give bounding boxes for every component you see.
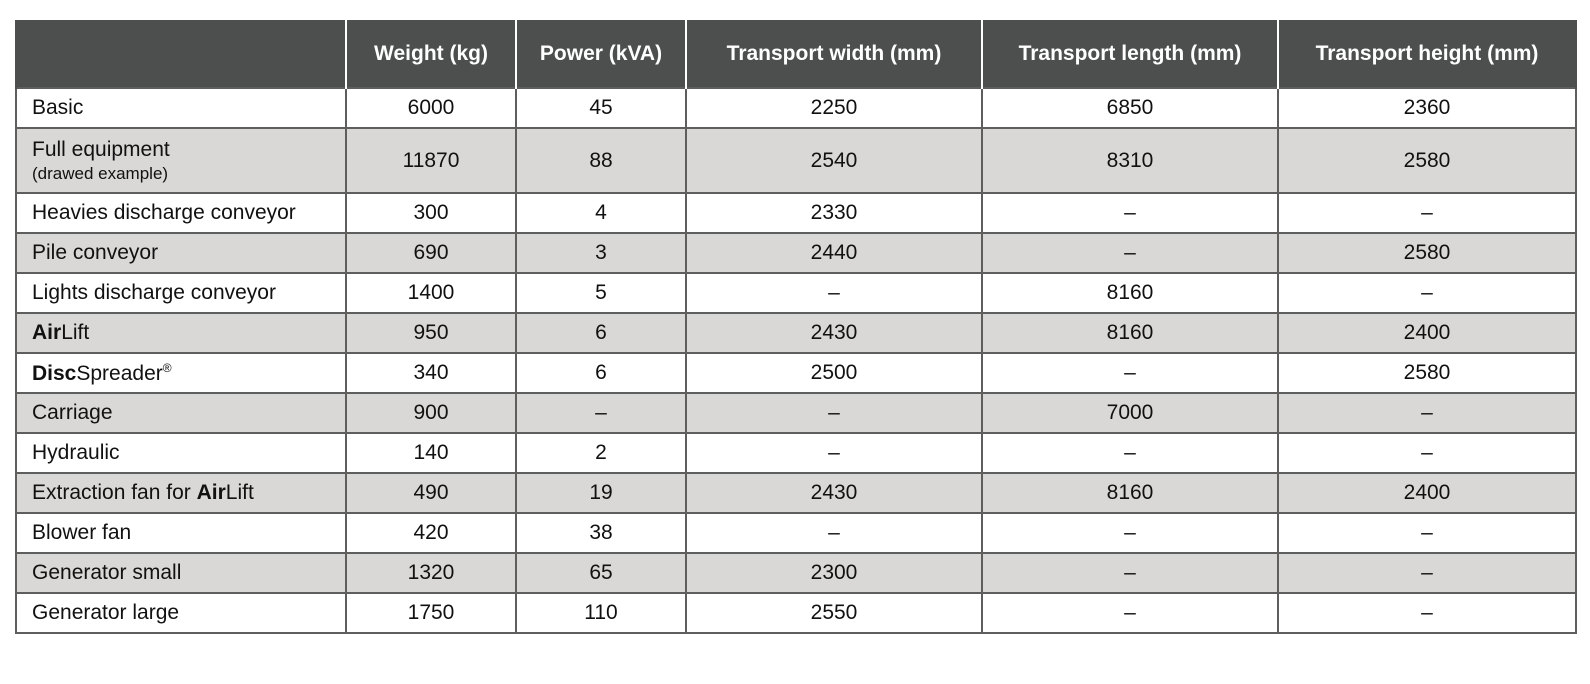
header-weight: Weight (kg) bbox=[346, 20, 516, 88]
cell-power: 3 bbox=[516, 233, 686, 273]
row-name: Carriage bbox=[16, 393, 346, 433]
cell-power: 5 bbox=[516, 273, 686, 313]
cell-height: – bbox=[1278, 553, 1576, 593]
row-name-rest: Lift bbox=[225, 481, 254, 504]
cell-power: 110 bbox=[516, 593, 686, 633]
cell-height: 2580 bbox=[1278, 128, 1576, 193]
row-name: Hydraulic bbox=[16, 433, 346, 473]
cell-height: 2580 bbox=[1278, 353, 1576, 393]
cell-width: – bbox=[686, 513, 982, 553]
cell-length: – bbox=[982, 353, 1278, 393]
cell-width: 2330 bbox=[686, 193, 982, 233]
header-row bbox=[16, 20, 1576, 88]
cell-height: – bbox=[1278, 193, 1576, 233]
cell-length: – bbox=[982, 553, 1278, 593]
cell-width: – bbox=[686, 393, 982, 433]
cell-width: – bbox=[686, 273, 982, 313]
cell-power: 4 bbox=[516, 193, 686, 233]
row-name-rest: Spreader bbox=[76, 361, 163, 385]
cell-width: 2440 bbox=[686, 233, 982, 273]
row-name-bold: Air bbox=[32, 321, 62, 344]
cell-power: 6 bbox=[516, 353, 686, 393]
row-name bbox=[16, 128, 346, 193]
cell-power: 88 bbox=[516, 128, 686, 193]
cell-length: – bbox=[982, 193, 1278, 233]
table-row bbox=[16, 513, 1576, 553]
cell-length: 8160 bbox=[982, 313, 1278, 353]
cell-height: – bbox=[1278, 273, 1576, 313]
cell-weight: 950 bbox=[346, 313, 516, 353]
header-blank bbox=[16, 20, 346, 88]
cell-width: 2430 bbox=[686, 473, 982, 513]
cell-length: 8310 bbox=[982, 128, 1278, 193]
table-row bbox=[16, 233, 1576, 273]
cell-length: 6850 bbox=[982, 88, 1278, 128]
cell-width: 2500 bbox=[686, 353, 982, 393]
cell-power: 6 bbox=[516, 313, 686, 353]
cell-weight: 140 bbox=[346, 433, 516, 473]
cell-weight: 420 bbox=[346, 513, 516, 553]
cell-length: 8160 bbox=[982, 273, 1278, 313]
cell-weight: 340 bbox=[346, 353, 516, 393]
cell-power: 19 bbox=[516, 473, 686, 513]
cell-weight: 1750 bbox=[346, 593, 516, 633]
table-row bbox=[16, 553, 1576, 593]
row-name bbox=[16, 473, 346, 513]
row-name: Pile conveyor bbox=[16, 233, 346, 273]
row-name-rest: Lift bbox=[61, 321, 90, 344]
table-row bbox=[16, 593, 1576, 633]
cell-length: – bbox=[982, 593, 1278, 633]
header-transport-height: Transport height (mm) bbox=[1278, 20, 1576, 88]
cell-power: 65 bbox=[516, 553, 686, 593]
cell-length: – bbox=[982, 513, 1278, 553]
cell-weight: 900 bbox=[346, 393, 516, 433]
table-row bbox=[16, 433, 1576, 473]
cell-width: – bbox=[686, 433, 982, 473]
header-transport-length: Transport length (mm) bbox=[982, 20, 1278, 88]
table-row bbox=[16, 353, 1576, 393]
cell-height: – bbox=[1278, 513, 1576, 553]
cell-length: – bbox=[982, 433, 1278, 473]
row-name-main: Full equipment bbox=[32, 137, 170, 161]
cell-length: 7000 bbox=[982, 393, 1278, 433]
cell-length: 8160 bbox=[982, 473, 1278, 513]
cell-height: 2360 bbox=[1278, 88, 1576, 128]
row-name: Lights discharge conveyor bbox=[16, 273, 346, 313]
cell-weight: 490 bbox=[346, 473, 516, 513]
cell-power: 2 bbox=[516, 433, 686, 473]
row-name: Generator small bbox=[16, 553, 346, 593]
cell-width: 2550 bbox=[686, 593, 982, 633]
cell-height: 2400 bbox=[1278, 313, 1576, 353]
row-name-bold: Air bbox=[196, 481, 226, 504]
cell-width: 2540 bbox=[686, 128, 982, 193]
table-row bbox=[16, 128, 1576, 193]
row-name: Generator large bbox=[16, 593, 346, 633]
cell-weight: 300 bbox=[346, 193, 516, 233]
table-row bbox=[16, 313, 1576, 353]
cell-width: 2430 bbox=[686, 313, 982, 353]
cell-weight: 1400 bbox=[346, 273, 516, 313]
cell-weight: 1320 bbox=[346, 553, 516, 593]
cell-height: 2400 bbox=[1278, 473, 1576, 513]
cell-width: 2300 bbox=[686, 553, 982, 593]
cell-weight: 6000 bbox=[346, 88, 516, 128]
row-name bbox=[16, 353, 346, 393]
spec-table-container bbox=[15, 20, 1577, 634]
spec-table bbox=[15, 20, 1577, 634]
cell-weight: 690 bbox=[346, 233, 516, 273]
row-name: Basic bbox=[16, 88, 346, 128]
cell-weight: 11870 bbox=[346, 128, 516, 193]
cell-width: 2250 bbox=[686, 88, 982, 128]
cell-height: 2580 bbox=[1278, 233, 1576, 273]
row-name-pre: Extraction fan for bbox=[32, 481, 197, 504]
table-row bbox=[16, 193, 1576, 233]
table-row bbox=[16, 273, 1576, 313]
row-name-note: (drawed example) bbox=[32, 163, 169, 183]
registered-mark: ® bbox=[162, 360, 172, 375]
row-name: Blower fan bbox=[16, 513, 346, 553]
table-row bbox=[16, 88, 1576, 128]
cell-power: 38 bbox=[516, 513, 686, 553]
row-name: Heavies discharge conveyor bbox=[16, 193, 346, 233]
cell-power: 45 bbox=[516, 88, 686, 128]
cell-height: – bbox=[1278, 593, 1576, 633]
row-name bbox=[16, 313, 346, 353]
header-transport-width: Transport width (mm) bbox=[686, 20, 982, 88]
cell-length: – bbox=[982, 233, 1278, 273]
header-power: Power (kVA) bbox=[516, 20, 686, 88]
table-row bbox=[16, 473, 1576, 513]
row-name-bold: Disc bbox=[32, 361, 77, 385]
cell-power: – bbox=[516, 393, 686, 433]
table-row bbox=[16, 393, 1576, 433]
cell-height: – bbox=[1278, 433, 1576, 473]
cell-height: – bbox=[1278, 393, 1576, 433]
